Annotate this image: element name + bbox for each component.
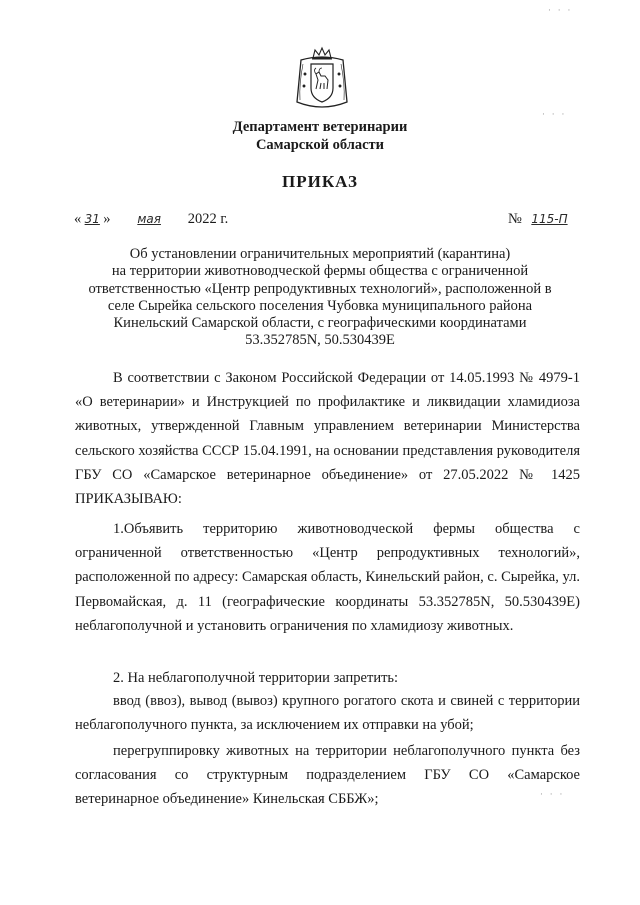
scan-speck: · · · (540, 790, 565, 800)
scan-speck: · · · (548, 6, 573, 16)
paragraph-text: 1.Объявить территорию животноводческой фермы общества с ограниченной ответственностью «Центр репродуктивных технологий», расположенной по адресу: Самарская область, Кинельский район, с. Сырейка, ул. Первомайская, д. 11 (географические координаты 53.352785N, 50.530439E) неблагополучной и установить ограничения по хламидиозу животных. (75, 521, 580, 634)
subject-line: ответственностью «Центр репродуктивных технологий», расположенной в (88, 280, 552, 297)
number-value: 115-П (531, 212, 568, 226)
subject-line: Кинельский Самарской области, с географическими координатами (113, 315, 527, 332)
order-number (508, 211, 573, 228)
paragraph-text: перегруппировку животных на территории неблагополучного пункта без согласования со структурным подразделением ГБУ СО «Самарское ветеринарное объединение» Кинельская СББЖ»; (75, 743, 580, 808)
date-open-quote: « (74, 211, 82, 227)
date-month: мая (137, 212, 161, 226)
preamble-paragraph (75, 366, 580, 511)
order-date (74, 211, 228, 228)
subject-line: 53.352785N, 50.530439E (245, 332, 395, 349)
document-title: ПРИКАЗ (282, 172, 358, 191)
date-day: 31 (84, 212, 100, 226)
order-subject (64, 246, 576, 350)
department-name-line1: Департамент ветеринарии (232, 119, 408, 135)
department-name-line2: Самарской области (255, 137, 385, 153)
subject-line: селе Сырейка сельского поселения Чубовка муниципального района (107, 297, 533, 314)
paragraph-text: ввод (ввоз), вывод (вывоз) крупного рогатого скота и свиней с территории неблагополучного пункта, за исключением их отправки на убой; (75, 693, 580, 734)
scan-speck: · · · (542, 110, 567, 120)
number-prefix: № (508, 211, 522, 227)
date-year: 2022 г. (187, 211, 229, 227)
date-close-quote: » (103, 211, 111, 227)
coat-of-arms-emblem (291, 44, 353, 114)
clause-1-paragraph (75, 517, 580, 638)
subject-line: на территории животноводческой фермы общества с ограниченной (111, 263, 529, 280)
paragraph-text: В соответствии с Законом Российской Федерации от 14.05.1993 № 4979-1 «О ветеринарии» и Инструкцией по профилактике и ликвидации хламидиоза животных, утвержденной Главным управлением ветеринарии Министерства сельского хозяйства СССР 15.04.1991, на основании представления руководителя ГБУ СО «Самарское ветеринарное объединение» от 27.05.2022 № 1425 ПРИКАЗЫВАЮ: (75, 370, 580, 508)
clause-2-item-movement (75, 689, 580, 737)
subject-line: Об установлении ограничительных мероприятий (карантина) (129, 246, 511, 262)
clause-2-item-regrouping (75, 739, 580, 812)
paragraph-text: 2. На неблагополучной территории запретить: (113, 670, 399, 686)
clause-2-heading (75, 666, 580, 690)
